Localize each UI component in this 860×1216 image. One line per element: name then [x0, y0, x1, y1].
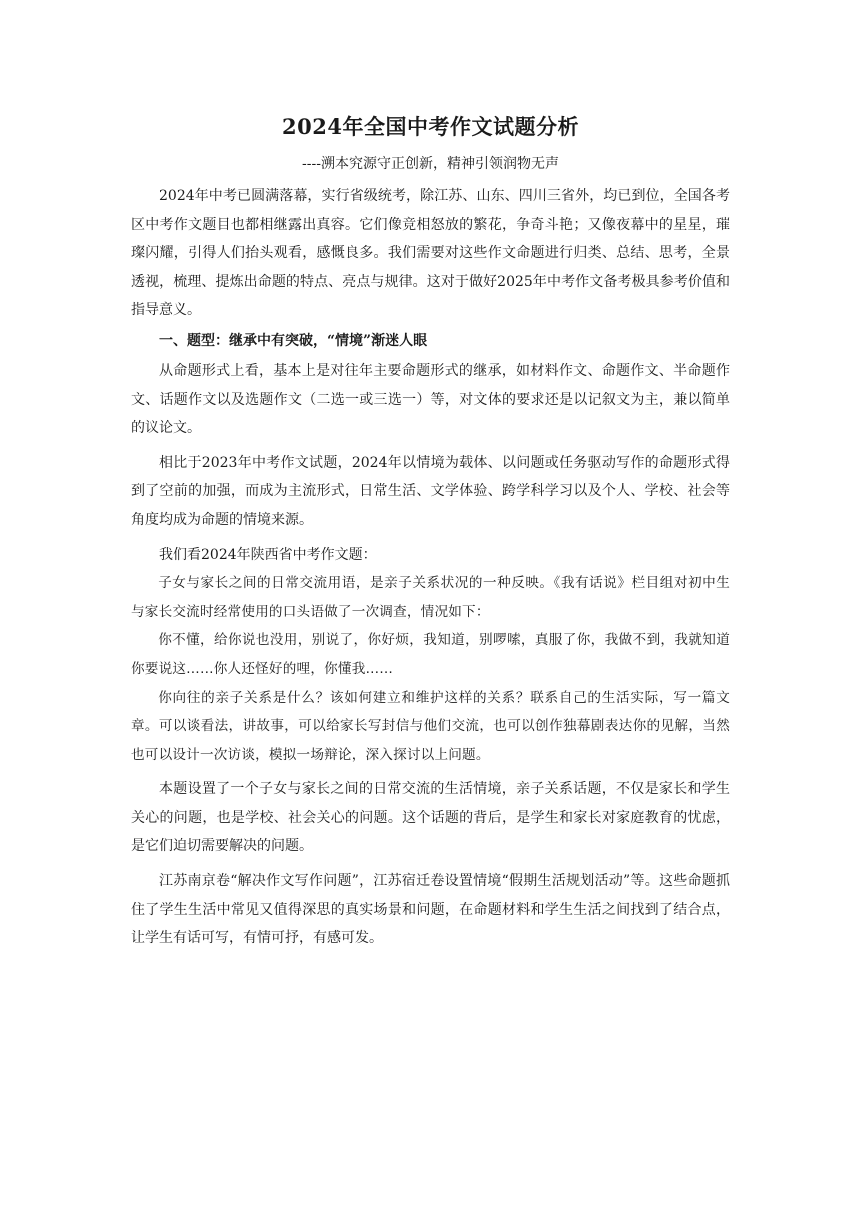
paragraph: 本题设置了一个子女与家长之间的日常交流的生活情境，亲子关系话题，不仅是家长和学生关心的问题，也是学校、社会关心的问题。这个话题的背后，是学生和家长对家庭教育的忧虑，是它们迫切需要解决的问题。	[131, 781, 730, 855]
paragraph: 我们看2024年陕西省中考作文题：	[159, 546, 377, 563]
section-heading: 一、题型：继承中有突破，“情境”渐迷人眼	[159, 332, 428, 349]
document-subtitle: ----溯本究源守正创新，精神引领润物无声	[302, 156, 559, 172]
quoted-prompt: 子女与家长之间的日常交流用语，是亲子关系状况的一种反映。《我有话说》栏目组对初中生与家长交流时经常使用的口头语做了一次调查，情况如下：	[131, 575, 730, 620]
intro-paragraph: 2024年中考已圆满落幕，实行省级统考，除江苏、山东、四川三省外，均已到位，全国各考区中考作文题目也都相继露出真容。它们像竞相怒放的繁花，争奇斗艳；又像夜幕中的星星，璀璨闪耀，引得人们抬头观看，感慨良多。我们需要对这些作文命题进行归类、总结、思考，全景透视，梳理、提炼出命题的特点、亮点与规律。这对于做好2025年中考作文备考极具参考价值和指导意义。	[131, 188, 730, 319]
quoted-prompt: 你不懂，给你说也没用，别说了，你好烦，我知道，别啰嗦，真服了你，我做不到，我就知道你要说这……你人还怪好的哩，你懂我……	[131, 632, 730, 677]
paragraph: 相比于2023年中考作文试题，2024年以情境为载体、以问题或任务驱动写作的命题形式得到了空前的加强，而成为主流形式，日常生活、文学体验、跨学科学习以及个人、学校、社会等角度均成为命题的情境来源。	[131, 454, 730, 528]
document-page	[131, 112, 730, 953]
paragraph: 江苏南京卷“解决作文写作问题”，江苏宿迁卷设置情境“假期生活规划活动”等。这些命题抓住了学生生活中常见又值得深思的真实场景和问题，在命题材料和学生生活之间找到了结合点，让学生有话可写，有情可抒，有感可发。	[131, 873, 730, 947]
quoted-prompt: 你向往的亲子关系是什么？该如何建立和维护这样的关系？联系自己的生活实际，写一篇文章。可以谈看法，讲故事，可以给家长写封信与他们交流，也可以创作独幕剧表达你的见解，当然也可以设计一次访谈，模拟一场辩论，深入探讨以上问题。	[131, 689, 730, 763]
paragraph: 从命题形式上看，基本上是对往年主要命题形式的继承，如材料作文、命题作文、半命题作文、话题作文以及选题作文（二选一或三选一）等，对文体的要求还是以记叙文为主，兼以简单的议论文。	[131, 362, 730, 437]
document-title: 2024年全国中考作文试题分析	[282, 114, 579, 139]
